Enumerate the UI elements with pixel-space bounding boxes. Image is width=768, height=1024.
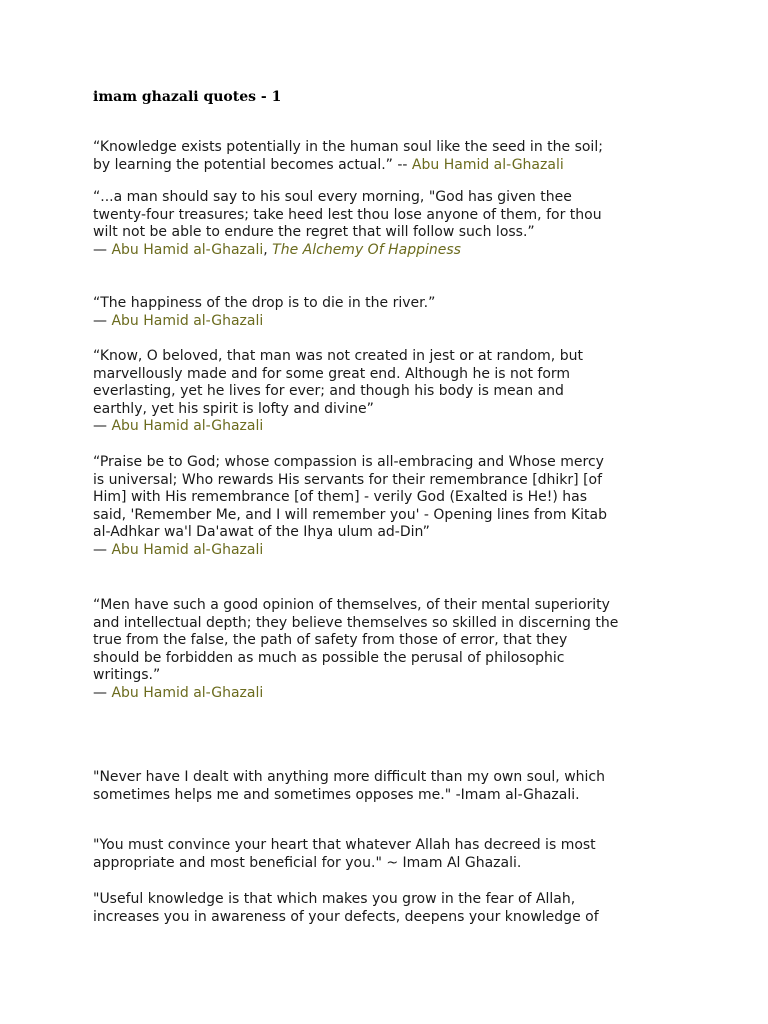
quote-line: true from the false, the path of safety from those of error, that they [93, 632, 568, 649]
quote-line: “Men have such a good opinion of themselves, of their mental superiority [93, 597, 610, 613]
quote-line: "You must convince your heart that whatever Allah has decreed is most [93, 837, 596, 853]
em-dash: — [93, 312, 112, 329]
quote-line: appropriate and most beneficial for you." ~ Imam Al Ghazali. [93, 854, 522, 871]
quote-line: everlasting, yet he lives for ever; and though his body is mean and [93, 383, 564, 400]
quote-line: writings.” [93, 667, 161, 684]
quote-block-5 [93, 454, 693, 560]
attribution-line [93, 542, 693, 560]
attribution-line [93, 242, 693, 260]
em-dash: — [93, 541, 112, 558]
quote-line: is universal; Who rewards His servants for their remembrance [dhikr] [of [93, 471, 603, 488]
quote-line: by learning the potential becomes actual.” -- [93, 156, 412, 173]
author-link[interactable]: Abu Hamid al-Ghazali [411, 156, 564, 173]
quote-block-7 [93, 769, 693, 804]
document-title: imam ghazali quotes - 1 [93, 89, 282, 105]
quote-block-2 [93, 189, 693, 259]
quote-line: sometimes helps me and sometimes opposes me." -Imam al-Ghazali. [93, 786, 580, 803]
quote-line-with-attribution [93, 157, 693, 175]
separator: , [263, 241, 273, 258]
quote-line: “Praise be to God; whose compassion is all-embracing and Whose mercy [93, 454, 604, 470]
quote-line: al-Adhkar wa'l Da'awat of the Ihya ulum ad-Din” [93, 524, 430, 541]
em-dash: — [93, 241, 112, 258]
em-dash: — [93, 684, 112, 701]
quote-line: "Never have I dealt with anything more difficult than my own soul, which [93, 769, 605, 785]
quote-line: marvellously made and for some great end. Although he is not form [93, 365, 571, 382]
quote-line: said, 'Remember Me, and I will remember you' - Opening lines from Kitab [93, 506, 607, 523]
author-link[interactable]: Abu Hamid al-Ghazali [111, 418, 264, 435]
quote-block-3 [93, 295, 693, 330]
quote-line: “Knowledge exists potentially in the human soul like the seed in the soil; [93, 139, 603, 155]
quote-line: Him] with His remembrance [of them] - verily God (Exalted is He!) has [93, 489, 587, 506]
quote-line: “Know, O beloved, that man was not created in jest or at random, but [93, 348, 583, 364]
attribution-line [93, 313, 693, 331]
quote-block-4 [93, 348, 693, 436]
quote-line: should be forbidden as much as possible the perusal of philosophic [93, 649, 565, 666]
quote-block-6 [93, 597, 693, 703]
em-dash: — [93, 418, 112, 435]
quote-line: "Useful knowledge is that which makes you grow in the fear of Allah, [93, 891, 576, 907]
quote-line: earthly, yet his spirit is lofty and divine” [93, 400, 374, 417]
author-link[interactable]: Abu Hamid al-Ghazali [111, 541, 264, 558]
book-link[interactable]: The Alchemy Of Happiness [272, 241, 461, 258]
attribution-line [93, 418, 693, 436]
attribution-line [93, 685, 693, 703]
quote-line: and intellectual depth; they believe themselves so skilled in discerning the [93, 614, 619, 631]
quote-line: wilt not be able to endure the regret that will follow such loss.” [93, 224, 535, 241]
author-link[interactable]: Abu Hamid al-Ghazali [111, 241, 264, 258]
quote-block-9 [93, 891, 693, 926]
quote-line: twenty-four treasures; take heed lest thou lose anyone of them, for thou [93, 206, 602, 223]
quote-line: “The happiness of the drop is to die in the river.” [93, 295, 436, 311]
author-link[interactable]: Abu Hamid al-Ghazali [111, 312, 264, 329]
quote-block-1 [93, 139, 693, 174]
author-link[interactable]: Abu Hamid al-Ghazali [111, 684, 264, 701]
quote-line: increases you in awareness of your defects, deepens your knowledge of [93, 908, 599, 925]
quote-line: “...a man should say to his soul every morning, "God has given thee [93, 189, 572, 205]
quote-block-8 [93, 837, 693, 872]
